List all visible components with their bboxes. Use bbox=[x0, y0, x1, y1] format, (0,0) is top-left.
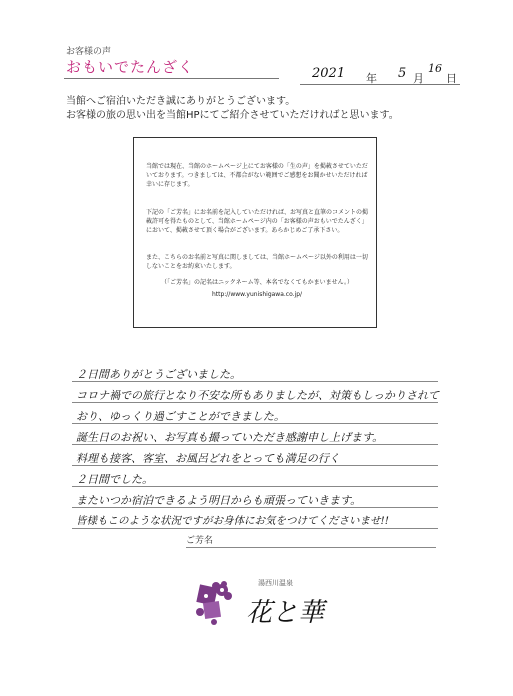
notice-box bbox=[133, 137, 377, 328]
message-line-6: ２日間でした。 bbox=[76, 473, 153, 486]
date-month-value: 5 bbox=[398, 66, 407, 81]
title-underline bbox=[64, 78, 279, 79]
logo-name: 花と華 bbox=[246, 598, 325, 628]
logo-tagline: 湯西川温泉 bbox=[258, 579, 293, 587]
notice-paragraph-2: 下記の「ご芳名」にお名前を記入していただければ、お写真と直筆のコメントの掲載許可を得たものとして、当館ホームページ内の「お客様の声おもいでたんざく」において、掲載させて頂く場合がございます。あらかじめご了承下さい。 bbox=[146, 209, 369, 234]
notice-paragraph-3: また、こちらのお名前と写真に関しましては、当館ホームページ以外の利用は一切しないことをお約束いたします。 bbox=[146, 254, 368, 270]
message-line-3: おり、ゆっくり過ごすことができました。 bbox=[76, 410, 285, 423]
intro-line-2: お客様の旅の思い出を当館HPにてご紹介させていただければと思います。 bbox=[66, 110, 399, 121]
form-title: おもいでたんざく bbox=[66, 58, 195, 76]
date-day-unit: 日 bbox=[446, 72, 457, 85]
notice-url: http://www.yunishigawa.co.jp/ bbox=[211, 291, 303, 298]
notice-paragraph-4: （「ご芳名」の記名はニックネーム等、本名でなくてもかまいません。） bbox=[160, 279, 354, 286]
date-underline bbox=[300, 84, 460, 85]
rule-line bbox=[72, 528, 438, 529]
message-line-7: またいつか宿泊できるよう明日からも頑張っていきます。 bbox=[76, 494, 362, 507]
form-subtitle: お客様の声 bbox=[66, 47, 112, 57]
notice-paragraph-1: 当館では現在、当館のホームページ上にてお客様の「生の声」を掲載させていただいております。つきましては、不都合がない範囲でご感想をお聞かせいただければ幸いに存じます。 bbox=[146, 163, 368, 188]
date-year-value: 2021 bbox=[312, 66, 346, 81]
message-line-8: 皆様もこのような状況ですがお身体にお気をつけてくださいませ!! bbox=[76, 515, 389, 527]
date-month-unit: 月 bbox=[413, 72, 424, 85]
flower-logo-icon bbox=[192, 576, 238, 628]
message-line-5: 料理も接客、客室、お風呂どれをとっても満足の行く bbox=[76, 452, 340, 465]
date-day-value: 16 bbox=[428, 62, 442, 75]
message-line-1: ２日間ありがとうございました。 bbox=[76, 368, 241, 381]
signature-line bbox=[186, 547, 436, 548]
message-line-4: 誕生日のお祝い、お写真も撮っていただき感謝申し上げます。 bbox=[76, 431, 384, 444]
message-line-2: コロナ禍での旅行となり不安な所もありましたが、対策もしっかりされて bbox=[76, 389, 439, 402]
date-year-unit: 年 bbox=[366, 72, 377, 85]
intro-line-1: 当館へご宿泊いただき誠にありがとうございます。 bbox=[66, 96, 296, 107]
signature-label: ご芳名 bbox=[186, 536, 214, 546]
